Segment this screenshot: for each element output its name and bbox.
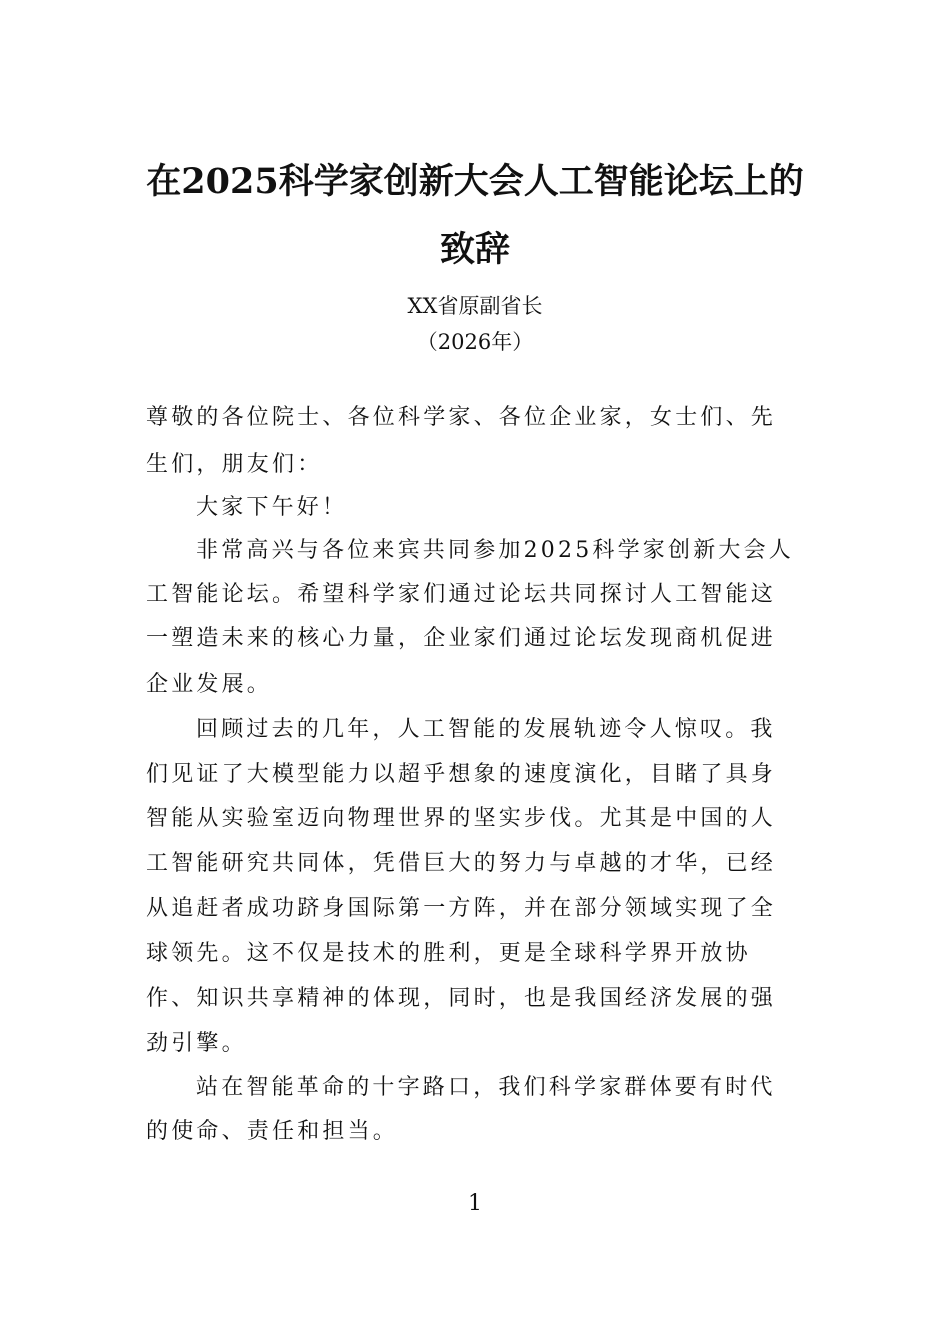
body-line: 回顾过去的几年，人工智能的发展轨迹令人惊叹。我 [196, 717, 776, 742]
body-line: 球领先。这不仅是技术的胜利，更是全球科学界开放协 [146, 941, 751, 966]
body-line: 大家下午好！ [196, 495, 348, 520]
body-line: 工智能研究共同体，凭借巨大的努力与卓越的才华，已经 [146, 851, 777, 876]
body-line: 作、知识共享精神的体现，同时，也是我国经济发展的强 [146, 986, 777, 1011]
body-line: 站在智能革命的十字路口，我们科学家群体要有时代 [196, 1075, 776, 1100]
body-line: 智能从实验室迈向物理世界的坚实步伐。尤其是中国的人 [146, 806, 777, 831]
body-line: 生们，朋友们： [146, 452, 323, 477]
body-line: 尊敬的各位院士、各位科学家、各位企业家，女士们、先 [146, 405, 777, 430]
body-line: 们见证了大模型能力以超乎想象的速度演化，目睹了具身 [146, 762, 777, 787]
body-line: 一塑造未来的核心力量，企业家们通过论坛发现商机促进 [146, 626, 777, 651]
body-line: 工智能论坛。希望科学家们通过论坛共同探讨人工智能这 [146, 582, 777, 607]
page-number: 1 [468, 1191, 482, 1216]
body-line: 企业发展。 [146, 672, 273, 697]
document-title-line-2: 致辞 [439, 229, 510, 270]
year-line: （2026年） [416, 330, 534, 354]
body-line: 劲引擎。 [146, 1031, 247, 1056]
body-line: 的使命、责任和担当。 [146, 1119, 399, 1144]
author-line: XX省原副省长 [407, 294, 543, 318]
body-line: 非常高兴与各位来宾共同参加2025科学家创新大会人 [196, 538, 794, 563]
body-line: 从追赶者成功跻身国际第一方阵，并在部分领域实现了全 [146, 896, 777, 921]
document-title-line-1: 在2025科学家创新大会人工智能论坛上的 [146, 161, 804, 202]
